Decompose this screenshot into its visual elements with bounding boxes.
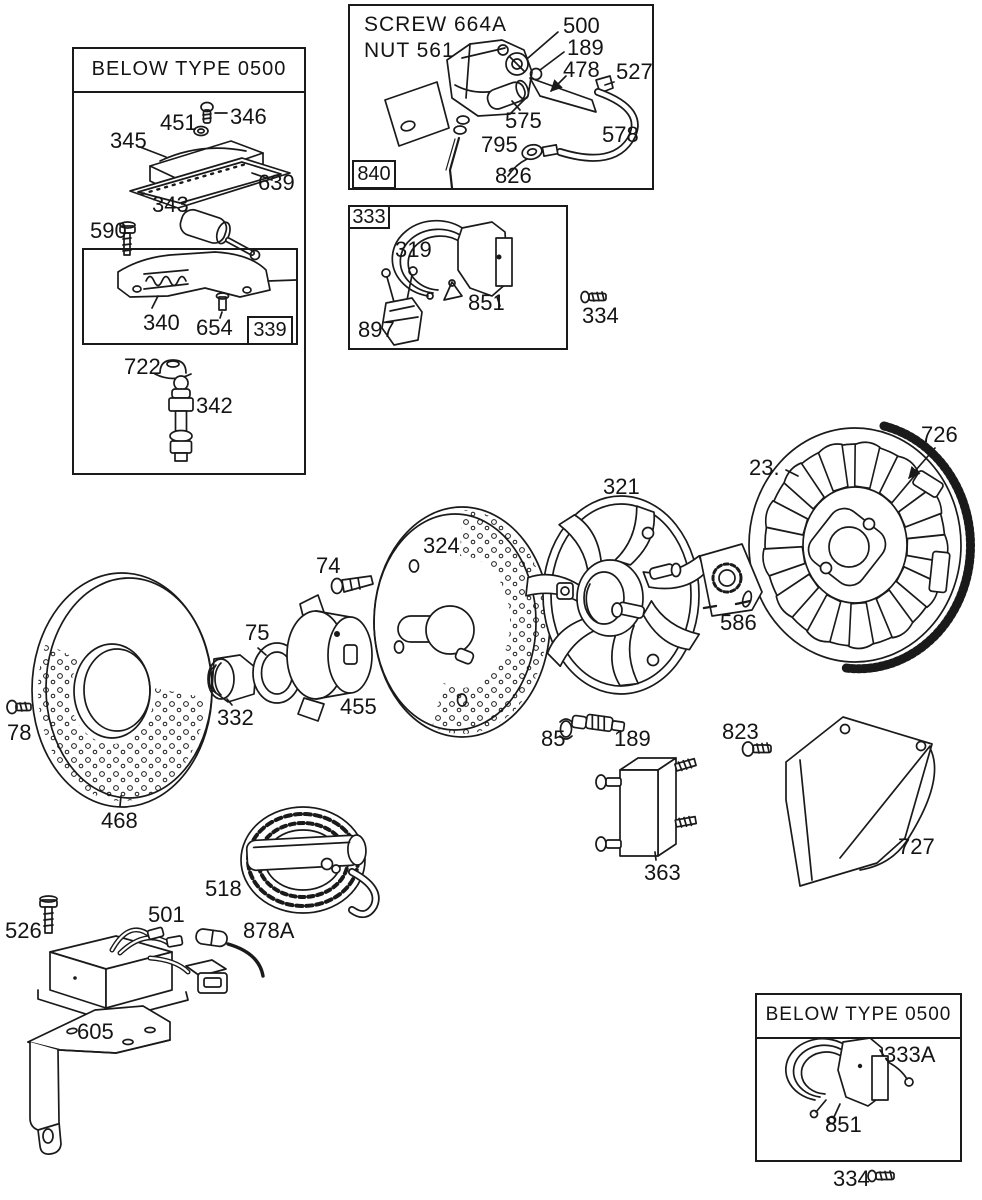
rotating-screen-324-drawing <box>374 507 550 737</box>
part-label-518: 518 <box>205 876 242 901</box>
part-label-74: 74 <box>316 553 341 578</box>
part-label-340: 340 <box>143 310 180 335</box>
part-label-78: 78 <box>7 720 32 745</box>
part-label-722: 722 <box>124 354 161 379</box>
part-label-468: 468 <box>101 808 138 833</box>
part-label-342: 342 <box>196 393 233 418</box>
screw-334-drawing <box>581 292 606 303</box>
part-label-590: 590 <box>90 218 127 243</box>
ref-tag-333: 333 <box>348 205 390 229</box>
part-label-363: 363 <box>644 860 681 885</box>
part-label-500: 500 <box>563 13 600 38</box>
part-label-334: 334 <box>582 303 619 328</box>
screw-526-drawing <box>40 896 57 933</box>
part-label-23: 23. <box>749 455 780 480</box>
ref-tag-840: 840 <box>352 160 396 189</box>
starter-rope-518-drawing <box>241 807 376 914</box>
part-label-575: 575 <box>505 108 542 133</box>
part-label-795: 795 <box>481 132 518 157</box>
part-label-527: 527 <box>616 59 653 84</box>
part-label-851: 851 <box>468 290 505 315</box>
part-label-605: 605 <box>77 1019 114 1044</box>
part-label-501: 501 <box>148 902 185 927</box>
spacer-block-363-drawing <box>596 758 696 860</box>
screen-disc-468-drawing <box>32 573 212 807</box>
part-label-726: 726 <box>921 422 958 447</box>
below-type-0500-title-bottom: BELOW TYPE 0500 <box>757 995 960 1039</box>
fan-321-drawing <box>525 496 709 694</box>
part-label-727: 727 <box>898 834 935 859</box>
part-label-324: 324 <box>423 533 460 558</box>
part-label-346: 346 <box>230 104 267 129</box>
part-label-878A: 878A <box>243 918 295 943</box>
part-label-85: 85 <box>541 726 566 751</box>
nut-332-drawing <box>208 655 256 705</box>
part-label-455: 455 <box>340 694 377 719</box>
screw-78-drawing <box>7 701 31 714</box>
guard-727-drawing <box>786 717 935 886</box>
part-label-75: 75 <box>245 620 270 645</box>
part-label-333A: 333A <box>884 1042 936 1067</box>
part-label-451: 451 <box>160 110 197 135</box>
part-label-639: 639 <box>258 170 295 195</box>
breaker-bracket-340-654-drawing <box>118 252 296 318</box>
part-label-826: 826 <box>495 163 532 188</box>
part-label-823: 823 <box>722 719 759 744</box>
part-label-851-bottom: 851 <box>825 1112 862 1137</box>
part-label-319: 319 <box>395 237 432 262</box>
part-label-332: 332 <box>217 705 254 730</box>
part-label-578: 578 <box>602 122 639 147</box>
screw-346-drawing <box>201 103 227 124</box>
part-label-189-main: 189 <box>614 726 651 751</box>
part-label-897: 897 <box>358 317 395 342</box>
part-label-526: 526 <box>5 918 42 943</box>
part-label-343: 343 <box>152 192 189 217</box>
part-label-321: 321 <box>603 474 640 499</box>
plug-342-drawing <box>169 376 193 461</box>
part-label-478: 478 <box>563 57 600 82</box>
part-label-334-bottom: 334 <box>833 1166 870 1191</box>
part-label-586: 586 <box>720 610 757 635</box>
screw-334-lower-drawing <box>868 1171 894 1182</box>
screw-title-line2: NUT 561 <box>364 39 455 63</box>
part-label-189-top: 189 <box>567 35 604 60</box>
screw-title-line1: SCREW 664A <box>364 13 508 36</box>
flywheel-23-726-drawing <box>749 426 970 669</box>
below-type-0500-title-top: BELOW TYPE 0500 <box>74 49 304 93</box>
part-label-345: 345 <box>110 128 147 153</box>
ref-tag-339: 339 <box>247 316 293 345</box>
part-label-654: 654 <box>196 315 233 340</box>
